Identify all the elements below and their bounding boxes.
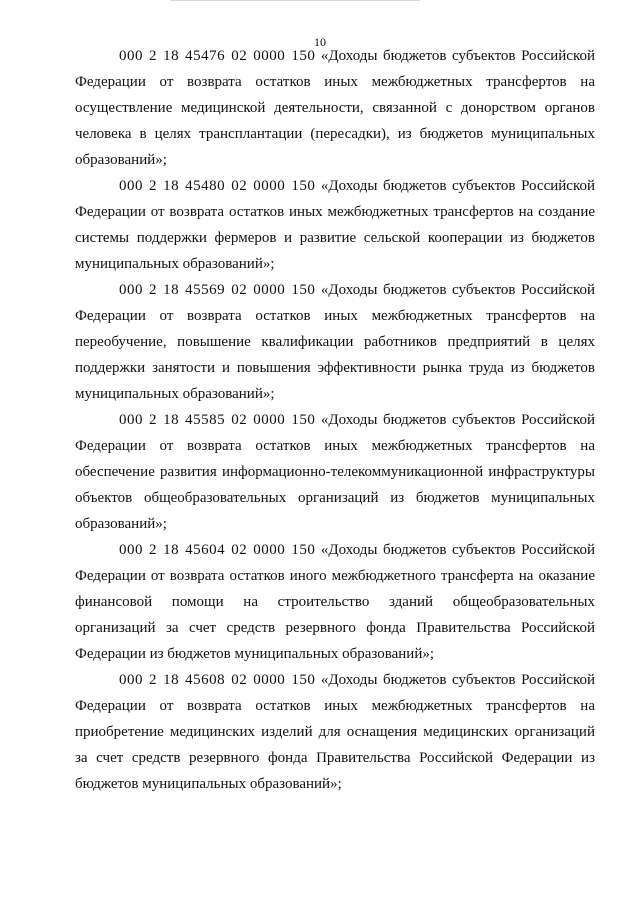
budget-code-paragraph bbox=[75, 667, 595, 797]
budget-code-paragraph bbox=[75, 277, 595, 407]
budget-classification-code: 000 2 18 45569 02 0000 150 bbox=[119, 282, 316, 298]
budget-code-paragraph bbox=[75, 173, 595, 277]
budget-code-paragraph bbox=[75, 537, 595, 667]
paragraph-text: «Доходы бюджетов субъектов Российской Федерации от возврата остатков иных межбюджетных трансфертов на приобретение медицинских изделий для оснащения медицинских организаций за счет средств резервного фонда Правительства Российской Федерации из бюджетов муниципальных образований»; bbox=[75, 672, 595, 792]
paragraph-text: «Доходы бюджетов субъектов Российской Федерации от возврата остатков иного межбюджетного трансферта на оказание финансовой помощи на строительство зданий общеобразовательных организаций за счет средств резервного фонда Правительства Российской Федерации из бюджетов муниципальных образований»; bbox=[75, 542, 595, 662]
scan-edge-line bbox=[170, 0, 420, 5]
budget-classification-code: 000 2 18 45476 02 0000 150 bbox=[119, 48, 316, 64]
budget-code-paragraph bbox=[75, 43, 595, 173]
budget-classification-code: 000 2 18 45608 02 0000 150 bbox=[119, 672, 316, 688]
budget-classification-code: 000 2 18 45480 02 0000 150 bbox=[119, 178, 316, 194]
document-body bbox=[75, 43, 595, 797]
paragraph-text: «Доходы бюджетов субъектов Российской Федерации от возврата остатков иных межбюджетных трансфертов на обеспечение развития информационно-телекоммуникационной инфраструктуры объектов общеобразовательных организаций из бюджетов муниципальных образований»; bbox=[75, 412, 595, 532]
paragraph-text: «Доходы бюджетов субъектов Российской Федерации от возврата остатков иных межбюджетных трансфертов на осуществление медицинской деятельности, связанной с донорством органов человека в целях трансплантации (пересадки), из бюджетов муниципальных образований»; bbox=[75, 48, 595, 168]
paragraph-text: «Доходы бюджетов субъектов Российской Федерации от возврата остатков иных межбюджетных трансфертов на переобучение, повышение квалификации работников предприятий в целях поддержки занятости и повышения эффективности рынка труда из бюджетов муниципальных образований»; bbox=[75, 282, 595, 402]
budget-classification-code: 000 2 18 45585 02 0000 150 bbox=[119, 412, 316, 428]
paragraph-text: «Доходы бюджетов субъектов Российской Федерации от возврата остатков иных межбюджетных трансфертов на создание системы поддержки фермеров и развитие сельской кооперации из бюджетов муниципальных образований»; bbox=[75, 178, 595, 272]
budget-classification-code: 000 2 18 45604 02 0000 150 bbox=[119, 542, 316, 558]
page-number: 10 bbox=[314, 35, 326, 49]
budget-code-paragraph bbox=[75, 407, 595, 537]
